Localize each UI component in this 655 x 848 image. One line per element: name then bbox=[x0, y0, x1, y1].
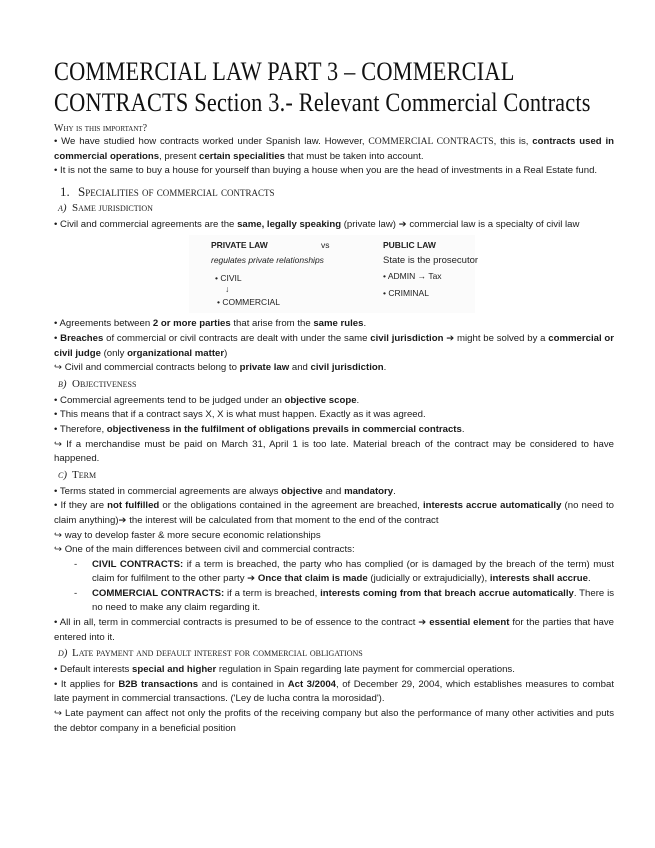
section-1-heading: 1. Specialities of commercial contracts bbox=[60, 183, 275, 199]
document-page bbox=[54, 56, 614, 736]
civil-contracts-item: - CIVIL CONTRACTS: if a term is breached, the party who has complied (or is damaged by the breach of the term) must claim for fulfilment to the other party ➔ Once that claim is made (judicially or extrajudicially), interests shall accrue. bbox=[74, 558, 614, 585]
contract-says-paragraph: • This means that if a contract says X, X is what must happen. Exactly as it was agreed. bbox=[54, 409, 426, 421]
b2b-paragraph: • It applies for B2B transactions and is contained in Act 3/2004, of December 29, 2004, which establishes measures to combat late payment in commercial transactions. ('Ley de lucha contra la morosidad'). bbox=[54, 678, 615, 705]
commercial-contracts-item: - COMMERCIAL CONTRACTS: if a term is breached, interests coming from that breach accrue automatically. There is no need to make any claim regarding it. bbox=[74, 587, 614, 614]
objectiveness-paragraph: • Therefore, objectiveness in the fulfilment of obligations prevails in commercial contracts. bbox=[54, 423, 465, 435]
main-differences-paragraph: ↪ One of the main differences between civil and commercial contracts: bbox=[54, 544, 355, 556]
merchandise-paragraph: ↪ If a merchandise must be paid on March 31, April 1 is too late. Material breach of the contract may be considered to have happened. bbox=[54, 438, 614, 465]
breaches-paragraph: • Breaches of commercial or civil contracts are dealt with under the same civil jurisdiction ➔ might be solved by a commercial or civil judge (only organizational matter) bbox=[54, 332, 614, 359]
private-law-paragraph: ↪ Civil and commercial contracts belong to private law and civil jurisdiction. bbox=[54, 362, 387, 374]
section-a-heading: a) Same jurisdiction bbox=[58, 201, 153, 214]
intro-paragraph-1: • We have studied how contracts worked under Spanish law. However, COMMERCIAL CONTRACTS, this is, contracts used in commercial operations, present certain specialities that must be taken into account. bbox=[54, 136, 615, 162]
agreements-paragraph: • Agreements between 2 or more parties that arise from the same rules. bbox=[54, 318, 367, 330]
default-interests-paragraph: • Default interests special and higher regulation in Spain regarding late payment for commercial operations. bbox=[54, 664, 515, 676]
faster-relationships-paragraph: ↪ way to develop faster & more secure economic relationships bbox=[54, 529, 321, 541]
section-d-heading: d) Late payment and default interest for commercial obligations bbox=[58, 647, 363, 660]
why-heading: Why is this important? bbox=[54, 123, 148, 134]
all-in-all-paragraph: • All in all, term in commercial contracts is presumed to be of essence to the contract ➔ essential element for the parties that have entered into it. bbox=[54, 617, 614, 643]
section-c-heading: c) Term bbox=[58, 468, 97, 481]
late-payment-paragraph: ↪ Late payment can affect not only the profits of the receiving company but also the performance of many other activities and puts the debtor company in a beneficial position bbox=[54, 708, 614, 734]
objective-scope-paragraph: • Commercial agreements tend to be judged under an objective scope. bbox=[54, 394, 360, 406]
intro-paragraph-2: • It is not the same to buy a house for yourself than buying a house when you are the head of investments in a Real Estate fund. bbox=[54, 165, 598, 177]
page-title: COMMERCIAL LAW PART 3 – COMMERCIAL CONTRACTS Section 3.- Relevant Commercial Contracts bbox=[54, 57, 591, 117]
same-jurisdiction-paragraph: • Civil and commercial agreements are the same, legally speaking (private law) ➔ commercial law is a specialty of civil law bbox=[54, 218, 580, 230]
handwritten-notes-image: PRIVATE LAW vs PUBLIC LAW regulates private relationships State is the prosecutor • CIVIL ↓ • ADMIN → Tax • COMMERCIAL • CRIMINAL bbox=[189, 235, 475, 313]
not-fulfilled-paragraph: • If they are not fulfilled or the obligations contained in the agreement are breached, interests accrue automatically (no need to claim anything)➔ the interest will be calculated from that moment to the end of the contract bbox=[54, 500, 614, 526]
section-b-heading: b) Objectiveness bbox=[58, 377, 137, 390]
terms-paragraph: • Terms stated in commercial agreements are always objective and mandatory. bbox=[54, 485, 396, 497]
